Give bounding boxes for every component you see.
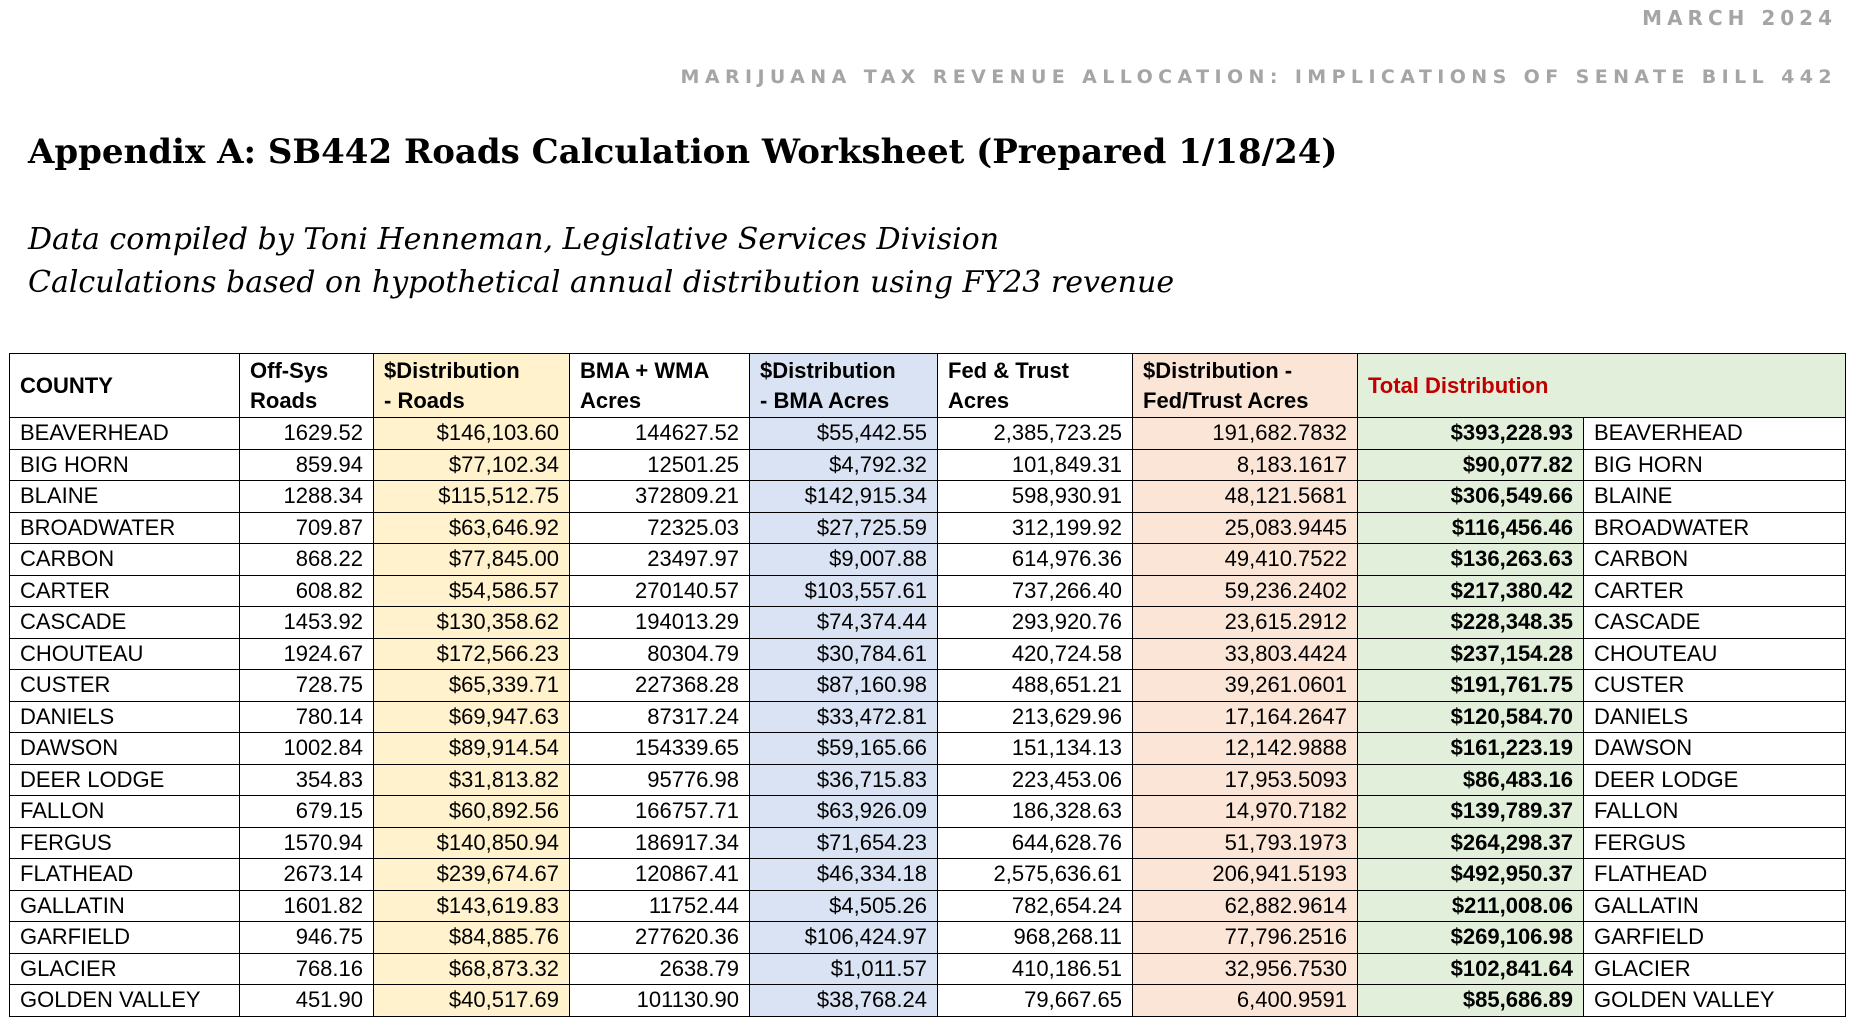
table-row <box>10 764 1846 796</box>
table-row <box>10 701 1846 733</box>
cell-off-sys-roads: 1002.84 <box>240 733 374 765</box>
cell-off-sys-roads: 780.14 <box>240 701 374 733</box>
col-off-sys-roads-line1: Off-Sys <box>250 357 329 383</box>
cell-distribution-fed-trust: 49,410.7522 <box>1133 544 1358 576</box>
cell-distribution-roads: $172,566.23 <box>374 638 570 670</box>
cell-distribution-bma: $63,926.09 <box>750 796 938 828</box>
cell-county-repeat: DANIELS <box>1584 701 1846 733</box>
cell-county: BLAINE <box>10 481 240 513</box>
col-total-distribution: Total Distribution <box>1358 354 1846 418</box>
cell-distribution-roads: $84,885.76 <box>374 922 570 954</box>
cell-fed-trust-acres: 598,930.91 <box>938 481 1133 513</box>
cell-distribution-fed-trust: 77,796.2516 <box>1133 922 1358 954</box>
cell-distribution-bma: $4,792.32 <box>750 449 938 481</box>
cell-county-repeat: CHOUTEAU <box>1584 638 1846 670</box>
cell-off-sys-roads: 859.94 <box>240 449 374 481</box>
cell-county: FERGUS <box>10 827 240 859</box>
cell-fed-trust-acres: 312,199.92 <box>938 512 1133 544</box>
col-distribution-bma <box>750 354 938 418</box>
cell-county: BROADWATER <box>10 512 240 544</box>
cell-county: FLATHEAD <box>10 859 240 891</box>
cell-distribution-bma: $9,007.88 <box>750 544 938 576</box>
cell-distribution-bma: $27,725.59 <box>750 512 938 544</box>
cell-total-distribution: $136,263.63 <box>1358 544 1584 576</box>
cell-fed-trust-acres: 79,667.65 <box>938 985 1133 1017</box>
cell-distribution-bma: $71,654.23 <box>750 827 938 859</box>
cell-distribution-bma: $36,715.83 <box>750 764 938 796</box>
cell-fed-trust-acres: 151,134.13 <box>938 733 1133 765</box>
cell-off-sys-roads: 1453.92 <box>240 607 374 639</box>
cell-county: DAWSON <box>10 733 240 765</box>
cell-fed-trust-acres: 968,268.11 <box>938 922 1133 954</box>
cell-total-distribution: $237,154.28 <box>1358 638 1584 670</box>
cell-fed-trust-acres: 488,651.21 <box>938 670 1133 702</box>
cell-total-distribution: $120,584.70 <box>1358 701 1584 733</box>
cell-distribution-fed-trust: 14,970.7182 <box>1133 796 1358 828</box>
cell-county: CARBON <box>10 544 240 576</box>
cell-total-distribution: $102,841.64 <box>1358 953 1584 985</box>
cell-county-repeat: GARFIELD <box>1584 922 1846 954</box>
cell-distribution-bma: $106,424.97 <box>750 922 938 954</box>
cell-distribution-bma: $30,784.61 <box>750 638 938 670</box>
subtitle-compiled-by: Data compiled by Toni Henneman, Legislative Services Division <box>28 222 1000 257</box>
table-header-row <box>10 354 1846 418</box>
cell-county-repeat: GLACIER <box>1584 953 1846 985</box>
cell-total-distribution: $86,483.16 <box>1358 764 1584 796</box>
cell-total-distribution: $264,298.37 <box>1358 827 1584 859</box>
cell-bma-wma-acres: 186917.34 <box>570 827 750 859</box>
cell-county: CHOUTEAU <box>10 638 240 670</box>
cell-total-distribution: $139,789.37 <box>1358 796 1584 828</box>
subtitle-calculation-basis: Calculations based on hypothetical annual distribution using FY23 revenue <box>28 265 1175 300</box>
cell-off-sys-roads: 679.15 <box>240 796 374 828</box>
report-title: MARIJUANA TAX REVENUE ALLOCATION: IMPLICATIONS OF SENATE BILL 442 <box>680 66 1837 88</box>
cell-county-repeat: FERGUS <box>1584 827 1846 859</box>
table-row <box>10 953 1846 985</box>
col-bma-wma-acres <box>570 354 750 418</box>
cell-distribution-bma: $55,442.55 <box>750 418 938 450</box>
cell-off-sys-roads: 1288.34 <box>240 481 374 513</box>
cell-county-repeat: FLATHEAD <box>1584 859 1846 891</box>
cell-bma-wma-acres: 270140.57 <box>570 575 750 607</box>
cell-county-repeat: DEER LODGE <box>1584 764 1846 796</box>
col-bma-wma-acres-line2: Acres <box>580 387 642 413</box>
cell-off-sys-roads: 768.16 <box>240 953 374 985</box>
cell-county: FALLON <box>10 796 240 828</box>
cell-county: BIG HORN <box>10 449 240 481</box>
appendix-title: Appendix A: SB442 Roads Calculation Worksheet (Prepared 1/18/24) <box>28 132 1338 172</box>
table-row <box>10 670 1846 702</box>
cell-distribution-roads: $31,813.82 <box>374 764 570 796</box>
cell-distribution-roads: $63,646.92 <box>374 512 570 544</box>
cell-distribution-fed-trust: 33,803.4424 <box>1133 638 1358 670</box>
cell-distribution-bma: $142,915.34 <box>750 481 938 513</box>
cell-distribution-roads: $68,873.32 <box>374 953 570 985</box>
cell-off-sys-roads: 608.82 <box>240 575 374 607</box>
table-row <box>10 985 1846 1017</box>
table-row <box>10 575 1846 607</box>
cell-distribution-fed-trust: 39,261.0601 <box>1133 670 1358 702</box>
cell-bma-wma-acres: 227368.28 <box>570 670 750 702</box>
table-row <box>10 890 1846 922</box>
cell-distribution-roads: $140,850.94 <box>374 827 570 859</box>
cell-county: CARTER <box>10 575 240 607</box>
cell-distribution-fed-trust: 25,083.9445 <box>1133 512 1358 544</box>
roads-calculation-table <box>9 353 1846 1017</box>
cell-off-sys-roads: 2673.14 <box>240 859 374 891</box>
cell-fed-trust-acres: 2,575,636.61 <box>938 859 1133 891</box>
cell-fed-trust-acres: 213,629.96 <box>938 701 1133 733</box>
table-row <box>10 418 1846 450</box>
cell-total-distribution: $228,348.35 <box>1358 607 1584 639</box>
cell-distribution-bma: $33,472.81 <box>750 701 938 733</box>
cell-distribution-fed-trust: 12,142.9888 <box>1133 733 1358 765</box>
col-distribution-fed-trust-line1: $Distribution - <box>1143 357 1293 383</box>
cell-fed-trust-acres: 223,453.06 <box>938 764 1133 796</box>
col-county: COUNTY <box>10 354 240 418</box>
table-row <box>10 481 1846 513</box>
cell-off-sys-roads: 1629.52 <box>240 418 374 450</box>
cell-distribution-roads: $77,102.34 <box>374 449 570 481</box>
cell-distribution-fed-trust: 51,793.1973 <box>1133 827 1358 859</box>
table-row <box>10 733 1846 765</box>
cell-distribution-fed-trust: 62,882.9614 <box>1133 890 1358 922</box>
cell-distribution-roads: $89,914.54 <box>374 733 570 765</box>
col-off-sys-roads-line2: Roads <box>250 387 318 413</box>
cell-county-repeat: GALLATIN <box>1584 890 1846 922</box>
cell-total-distribution: $211,008.06 <box>1358 890 1584 922</box>
cell-distribution-roads: $239,674.67 <box>374 859 570 891</box>
col-off-sys-roads <box>240 354 374 418</box>
cell-distribution-roads: $130,358.62 <box>374 607 570 639</box>
cell-distribution-bma: $103,557.61 <box>750 575 938 607</box>
cell-county: GLACIER <box>10 953 240 985</box>
report-date: MARCH 2024 <box>1642 6 1837 30</box>
table-row <box>10 544 1846 576</box>
cell-bma-wma-acres: 80304.79 <box>570 638 750 670</box>
cell-county-repeat: CARBON <box>1584 544 1846 576</box>
cell-fed-trust-acres: 101,849.31 <box>938 449 1133 481</box>
col-distribution-fed-trust <box>1133 354 1358 418</box>
cell-total-distribution: $116,456.46 <box>1358 512 1584 544</box>
cell-fed-trust-acres: 782,654.24 <box>938 890 1133 922</box>
cell-off-sys-roads: 946.75 <box>240 922 374 954</box>
cell-county-repeat: BIG HORN <box>1584 449 1846 481</box>
cell-distribution-roads: $69,947.63 <box>374 701 570 733</box>
cell-county-repeat: BEAVERHEAD <box>1584 418 1846 450</box>
cell-fed-trust-acres: 186,328.63 <box>938 796 1133 828</box>
cell-county-repeat: DAWSON <box>1584 733 1846 765</box>
cell-distribution-fed-trust: 17,164.2647 <box>1133 701 1358 733</box>
cell-fed-trust-acres: 293,920.76 <box>938 607 1133 639</box>
cell-county-repeat: CUSTER <box>1584 670 1846 702</box>
cell-bma-wma-acres: 12501.25 <box>570 449 750 481</box>
cell-county: DEER LODGE <box>10 764 240 796</box>
cell-total-distribution: $492,950.37 <box>1358 859 1584 891</box>
cell-fed-trust-acres: 614,976.36 <box>938 544 1133 576</box>
cell-bma-wma-acres: 166757.71 <box>570 796 750 828</box>
cell-total-distribution: $90,077.82 <box>1358 449 1584 481</box>
cell-county-repeat: GOLDEN VALLEY <box>1584 985 1846 1017</box>
cell-bma-wma-acres: 372809.21 <box>570 481 750 513</box>
cell-distribution-roads: $115,512.75 <box>374 481 570 513</box>
cell-total-distribution: $191,761.75 <box>1358 670 1584 702</box>
cell-county: GARFIELD <box>10 922 240 954</box>
cell-distribution-fed-trust: 59,236.2402 <box>1133 575 1358 607</box>
cell-county-repeat: BLAINE <box>1584 481 1846 513</box>
table-row <box>10 607 1846 639</box>
col-distribution-roads <box>374 354 570 418</box>
col-fed-trust-acres <box>938 354 1133 418</box>
table-row <box>10 796 1846 828</box>
cell-bma-wma-acres: 101130.90 <box>570 985 750 1017</box>
col-distribution-roads-line2: - Roads <box>384 387 465 413</box>
cell-distribution-bma: $38,768.24 <box>750 985 938 1017</box>
cell-distribution-bma: $46,334.18 <box>750 859 938 891</box>
cell-fed-trust-acres: 420,724.58 <box>938 638 1133 670</box>
cell-distribution-bma: $87,160.98 <box>750 670 938 702</box>
col-bma-wma-acres-line1: BMA + WMA <box>580 357 710 383</box>
cell-bma-wma-acres: 2638.79 <box>570 953 750 985</box>
cell-bma-wma-acres: 23497.97 <box>570 544 750 576</box>
cell-bma-wma-acres: 120867.41 <box>570 859 750 891</box>
col-distribution-bma-line1: $Distribution <box>760 357 896 383</box>
cell-distribution-roads: $40,517.69 <box>374 985 570 1017</box>
cell-distribution-fed-trust: 191,682.7832 <box>1133 418 1358 450</box>
cell-bma-wma-acres: 277620.36 <box>570 922 750 954</box>
cell-distribution-bma: $4,505.26 <box>750 890 938 922</box>
col-fed-trust-acres-line1: Fed & Trust <box>948 357 1070 383</box>
cell-county-repeat: FALLON <box>1584 796 1846 828</box>
cell-distribution-fed-trust: 32,956.7530 <box>1133 953 1358 985</box>
cell-distribution-fed-trust: 48,121.5681 <box>1133 481 1358 513</box>
cell-county: GALLATIN <box>10 890 240 922</box>
col-distribution-roads-line1: $Distribution <box>384 357 520 383</box>
col-distribution-fed-trust-line2: Fed/Trust Acres <box>1143 387 1309 413</box>
cell-off-sys-roads: 709.87 <box>240 512 374 544</box>
table-row <box>10 859 1846 891</box>
cell-bma-wma-acres: 87317.24 <box>570 701 750 733</box>
cell-county: DANIELS <box>10 701 240 733</box>
cell-bma-wma-acres: 72325.03 <box>570 512 750 544</box>
cell-off-sys-roads: 868.22 <box>240 544 374 576</box>
cell-distribution-roads: $146,103.60 <box>374 418 570 450</box>
cell-county: CUSTER <box>10 670 240 702</box>
cell-bma-wma-acres: 11752.44 <box>570 890 750 922</box>
cell-county-repeat: BROADWATER <box>1584 512 1846 544</box>
cell-fed-trust-acres: 644,628.76 <box>938 827 1133 859</box>
cell-distribution-fed-trust: 8,183.1617 <box>1133 449 1358 481</box>
table-row <box>10 638 1846 670</box>
cell-distribution-fed-trust: 6,400.9591 <box>1133 985 1358 1017</box>
cell-fed-trust-acres: 2,385,723.25 <box>938 418 1133 450</box>
cell-county-repeat: CASCADE <box>1584 607 1846 639</box>
cell-county: GOLDEN VALLEY <box>10 985 240 1017</box>
cell-total-distribution: $393,228.93 <box>1358 418 1584 450</box>
cell-distribution-fed-trust: 17,953.5093 <box>1133 764 1358 796</box>
cell-county-repeat: CARTER <box>1584 575 1846 607</box>
cell-bma-wma-acres: 194013.29 <box>570 607 750 639</box>
cell-bma-wma-acres: 144627.52 <box>570 418 750 450</box>
col-fed-trust-acres-line2: Acres <box>948 387 1010 413</box>
cell-distribution-fed-trust: 23,615.2912 <box>1133 607 1358 639</box>
col-distribution-bma-line2: - BMA Acres <box>760 387 890 413</box>
cell-fed-trust-acres: 410,186.51 <box>938 953 1133 985</box>
cell-off-sys-roads: 354.83 <box>240 764 374 796</box>
cell-county: BEAVERHEAD <box>10 418 240 450</box>
table-row <box>10 922 1846 954</box>
cell-off-sys-roads: 1601.82 <box>240 890 374 922</box>
cell-distribution-roads: $77,845.00 <box>374 544 570 576</box>
cell-total-distribution: $269,106.98 <box>1358 922 1584 954</box>
cell-distribution-fed-trust: 206,941.5193 <box>1133 859 1358 891</box>
cell-total-distribution: $161,223.19 <box>1358 733 1584 765</box>
cell-bma-wma-acres: 95776.98 <box>570 764 750 796</box>
cell-distribution-bma: $1,011.57 <box>750 953 938 985</box>
cell-off-sys-roads: 728.75 <box>240 670 374 702</box>
cell-county: CASCADE <box>10 607 240 639</box>
cell-total-distribution: $217,380.42 <box>1358 575 1584 607</box>
table-row <box>10 827 1846 859</box>
cell-distribution-roads: $54,586.57 <box>374 575 570 607</box>
cell-fed-trust-acres: 737,266.40 <box>938 575 1133 607</box>
cell-distribution-roads: $60,892.56 <box>374 796 570 828</box>
table-row <box>10 512 1846 544</box>
table-body <box>10 418 1846 1017</box>
cell-bma-wma-acres: 154339.65 <box>570 733 750 765</box>
cell-off-sys-roads: 451.90 <box>240 985 374 1017</box>
cell-distribution-bma: $59,165.66 <box>750 733 938 765</box>
cell-off-sys-roads: 1570.94 <box>240 827 374 859</box>
cell-total-distribution: $306,549.66 <box>1358 481 1584 513</box>
cell-off-sys-roads: 1924.67 <box>240 638 374 670</box>
cell-distribution-bma: $74,374.44 <box>750 607 938 639</box>
cell-distribution-roads: $65,339.71 <box>374 670 570 702</box>
cell-total-distribution: $85,686.89 <box>1358 985 1584 1017</box>
table-row <box>10 449 1846 481</box>
cell-distribution-roads: $143,619.83 <box>374 890 570 922</box>
